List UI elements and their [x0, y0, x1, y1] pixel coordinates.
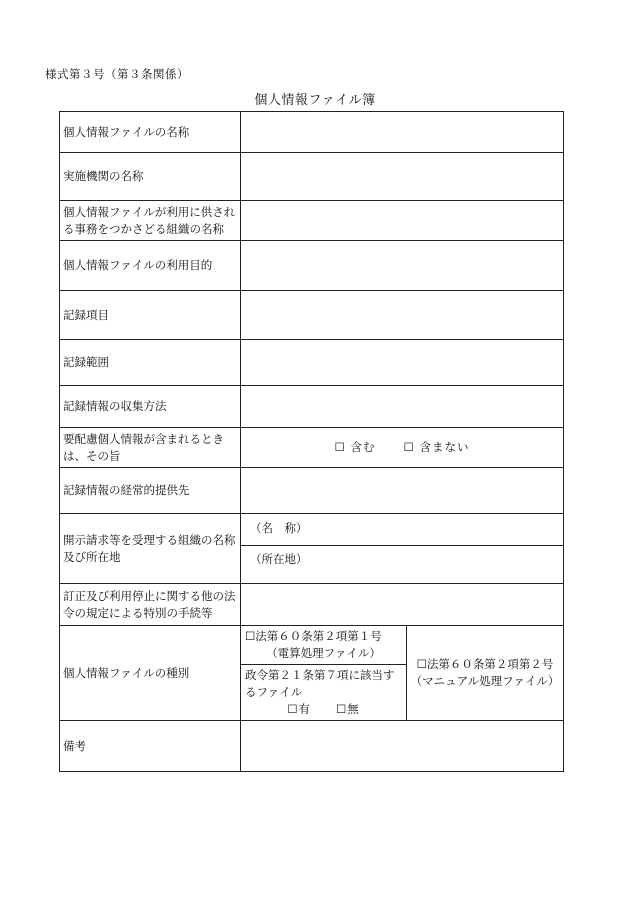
label-agency-name: 実施機関の名称 — [60, 153, 241, 201]
include-checkbox[interactable]: ☐ 含む — [334, 440, 376, 454]
item1-checkbox[interactable]: ☐法第６０条第２項第１号 — [245, 629, 382, 643]
item1-description: （電算処理ファイル） — [266, 646, 381, 660]
item1-sub-no-checkbox[interactable]: ☐無 — [336, 702, 360, 716]
table-row — [60, 201, 564, 241]
table-row — [60, 514, 564, 546]
form-number: 様式第３号（第３条関係） — [45, 67, 189, 81]
value-file-name[interactable] — [241, 112, 564, 153]
table-row — [60, 386, 564, 428]
item1-sub-description: 政令第２１条第７項に該当するファイル — [245, 668, 395, 699]
item2-checkbox[interactable]: ☐法第６０条第２項第２号 — [416, 657, 554, 671]
sensitive-options — [241, 428, 564, 468]
value-purpose[interactable] — [241, 241, 564, 291]
label-remarks: 備考 — [60, 721, 241, 772]
table-row — [60, 468, 564, 514]
value-organization-name[interactable] — [241, 201, 564, 241]
value-recipients[interactable] — [241, 468, 564, 514]
exclude-checkbox[interactable]: ☐ 含まない — [403, 440, 470, 454]
file-type-item2 — [407, 626, 564, 721]
value-record-items[interactable] — [241, 291, 564, 340]
table-row — [60, 721, 564, 772]
item2-description: （マニュアル処理ファイル） — [410, 674, 560, 688]
table-row — [60, 626, 564, 665]
label-purpose: 個人情報ファイルの利用目的 — [60, 241, 241, 291]
disclosure-name-field[interactable]: （名 称） — [241, 514, 564, 546]
disclosure-location-field[interactable]: （所在地） — [241, 546, 564, 584]
table-row — [60, 112, 564, 153]
value-remarks[interactable] — [241, 721, 564, 772]
label-file-type: 個人情報ファイルの種別 — [60, 626, 241, 721]
file-type-item1-sub — [241, 665, 407, 721]
item1-sub-yes-checkbox[interactable]: ☐有 — [287, 702, 311, 716]
label-organization-name: 個人情報ファイルが利用に供される事務をつかさどる組織の名称 — [60, 201, 241, 241]
label-record-items: 記録項目 — [60, 291, 241, 340]
item1-sub-options — [245, 701, 402, 718]
label-sensitive-info: 要配慮個人情報が含まれるときは、その旨 — [60, 428, 241, 468]
table-row — [60, 340, 564, 386]
label-collection-method: 記録情報の収集方法 — [60, 386, 241, 428]
value-special-procedures[interactable] — [241, 584, 564, 626]
label-recipients: 記録情報の経常的提供先 — [60, 468, 241, 514]
label-file-name: 個人情報ファイルの名称 — [60, 112, 241, 153]
file-register-table — [59, 111, 564, 772]
value-agency-name[interactable] — [241, 153, 564, 201]
label-disclosure-org: 開示請求等を受理する組織の名称及び所在地 — [60, 514, 241, 584]
label-special-procedures: 訂正及び利用停止に関する他の法令の規定による特別の手続等 — [60, 584, 241, 626]
table-row — [60, 241, 564, 291]
label-record-scope: 記録範囲 — [60, 340, 241, 386]
page-title: 個人情報ファイル簿 — [254, 93, 376, 108]
table-row — [60, 153, 564, 201]
table-row — [60, 428, 564, 468]
value-record-scope[interactable] — [241, 340, 564, 386]
file-type-item1 — [241, 626, 407, 665]
table-row — [60, 291, 564, 340]
table-row — [60, 584, 564, 626]
value-collection-method[interactable] — [241, 386, 564, 428]
